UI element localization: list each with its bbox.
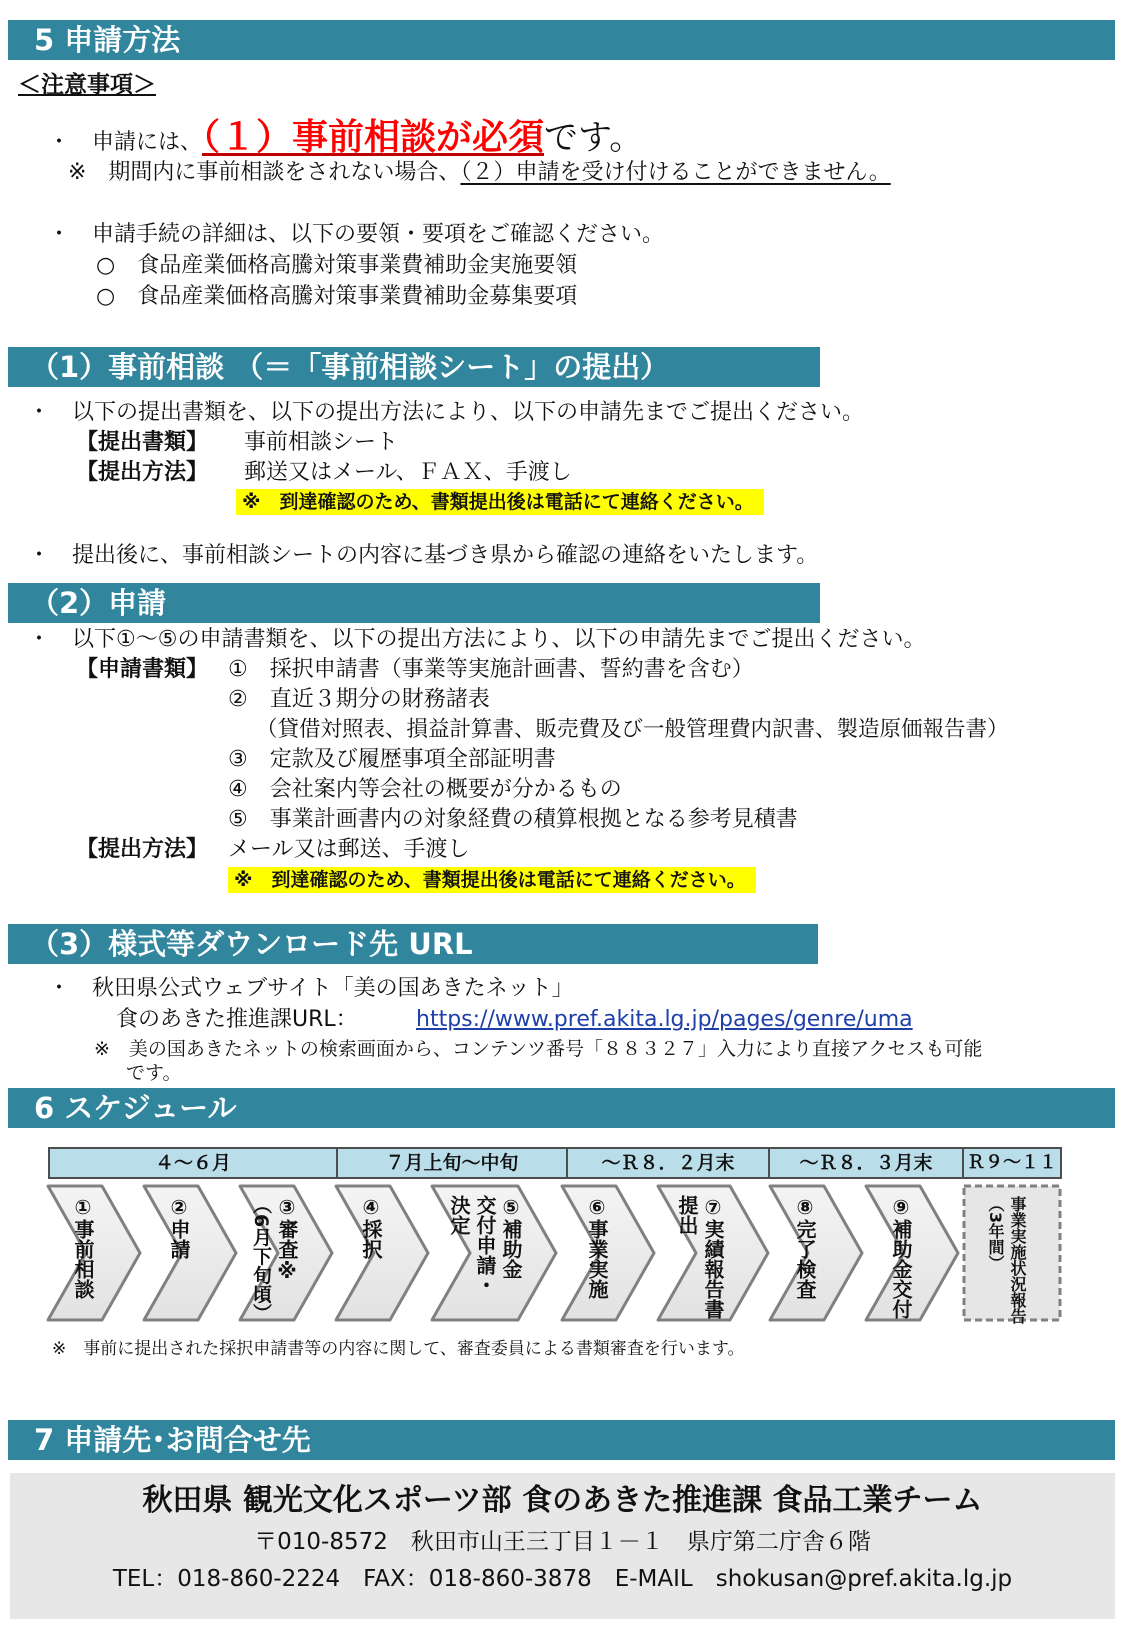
s2-doc-3: ③ 定款及び履歴事項全部証明書 [228, 747, 556, 772]
notice-line-1-suffix: です。 [544, 118, 644, 158]
contact-address: 〒010-8572 秋田市山王三丁目１－１ 県庁第二庁舎６階 [254, 1529, 871, 1555]
contact-phone-fax-email: TEL：018-860-2224 FAX：018-860-3878 E-MAIL shokusan@pref.akita.lg.jp [112, 1566, 1013, 1592]
phase-2: ７月上旬～中旬 [336, 1147, 568, 1179]
s1-method-label: 【提出方法】 [76, 460, 209, 485]
s2-method-value: メール又は郵送、手渡し [228, 837, 470, 862]
phase-4: ～Ｒ８．３月末 [768, 1147, 964, 1179]
phase-3: ～Ｒ８．２月末 [566, 1147, 770, 1179]
cannot-accept-text: （２）申請を受け付けることができません。 [460, 160, 891, 185]
consultation-required-text: （１）事前相談が必須 [202, 117, 545, 158]
s3-note-2: です。 [126, 1062, 182, 1084]
s1-intro: ・ 以下の提出書類を、以下の提出方法により、以下の申請先までご提出ください。 [28, 400, 865, 425]
section-6-title: 6 スケジュール [34, 1091, 237, 1125]
notice-line-1-prefix: ・ 申請には、 [48, 130, 203, 155]
step-2-label: ②申請 [167, 1195, 191, 1259]
s2-doc-2: ② 直近３期分の財務諸表 [228, 687, 490, 712]
s2-method-label: 【提出方法】 [76, 837, 209, 862]
phase-5: Ｒ９～１１ [962, 1147, 1062, 1179]
s2-doc-2-sub: （貸借対照表、損益計算書、販売費及び一般管理費内訳書、製造原価報告書） [256, 717, 1009, 742]
s2-note-highlight: ※ 到達確認のため、書類提出後は電話にて連絡ください。 [228, 867, 756, 893]
step-4-label: ④採択 [359, 1195, 383, 1259]
step-5-label: ⑤補助金 交付申請・ 決定 [447, 1195, 523, 1295]
phase-1: ４～６月 [48, 1147, 338, 1179]
contact-org: 秋田県 観光文化スポーツ部 食のあきた推進課 食品工業チーム [142, 1483, 983, 1518]
s3-url-label: 食のあきた推進課URL： [116, 1007, 358, 1032]
s3-note-1: ※ 美の国あきたネットの検索画面から、コンテンツ番号「８８３２７」入力により直接アクセスも可能 [94, 1038, 983, 1060]
s1-after: ・ 提出後に、事前相談シートの内容に基づき県から確認の連絡をいたします。 [28, 543, 819, 568]
section-3-title: （3）様式等ダウンロード先 URL [30, 927, 473, 961]
guideline-item-2: ○ 食品産業価格高騰対策事業費補助金募集要項 [96, 284, 578, 309]
s1-docs-value: 事前相談シート [244, 430, 399, 455]
step-8-label: ⑧完了検査 [793, 1195, 817, 1299]
s2-doc-4: ④ 会社案内等会社の概要が分かるもの [228, 777, 622, 802]
s2-intro: ・ 以下①～⑤の申請書類を、以下の提出方法により、以下の申請先までご提出ください。 [28, 627, 926, 652]
step-10-label: 事業実施状況報告 （3年間） [986, 1196, 1027, 1324]
s3-line-1: ・ 秋田県公式ウェブサイト「美の国あきたネット」 [48, 976, 574, 1001]
s2-docs-label: 【申請書類】 [76, 657, 209, 682]
section-2-title: （2）申請 [30, 586, 167, 620]
step-7-label: ⑦実績報告書 提出 [675, 1195, 725, 1319]
notice-line-2-prefix: ※ 期間内に事前相談をされない場合、 [68, 160, 461, 185]
s2-doc-1: ① 採択申請書（事業等実施計画書、誓約書を含む） [228, 657, 754, 682]
download-url-link[interactable]: https://www.pref.akita.lg.jp/pages/genre/uma [416, 1007, 913, 1032]
step-9-label: ⑨補助金交付 [889, 1195, 913, 1319]
notice-line-3: ・ 申請手続の詳細は、以下の要領・要項をご確認ください。 [48, 222, 665, 247]
notice-title: ＜注意事項＞ [18, 72, 156, 98]
s1-docs-label: 【提出書類】 [76, 430, 209, 455]
step-6-label: ⑥事業実施 [585, 1195, 609, 1299]
section-7-header [8, 1420, 1115, 1460]
s1-note-highlight: ※ 到達確認のため、書類提出後は電話にて連絡ください。 [236, 489, 764, 515]
step-3-label: ③審査※ （6月下旬頃） [250, 1195, 299, 1323]
s2-doc-5: ⑤ 事業計画書内の対象経費の積算根拠となる参考見積書 [228, 807, 798, 832]
section-5-title: 5 申請方法 [34, 23, 181, 57]
schedule-note: ※ 事前に提出された採択申請書等の内容に関して、審査委員による書類審査を行います。 [52, 1339, 745, 1359]
step-1-label: ①事前相談 [71, 1195, 95, 1299]
section-7-title: 7 申請先･お問合せ先 [34, 1423, 311, 1457]
s1-method-value: 郵送又はメール、ＦＡＸ、手渡し [244, 460, 572, 485]
guideline-item-1: ○ 食品産業価格高騰対策事業費補助金実施要領 [96, 253, 578, 278]
section-1-title: （1）事前相談 （＝「事前相談シート」の提出） [30, 350, 670, 384]
